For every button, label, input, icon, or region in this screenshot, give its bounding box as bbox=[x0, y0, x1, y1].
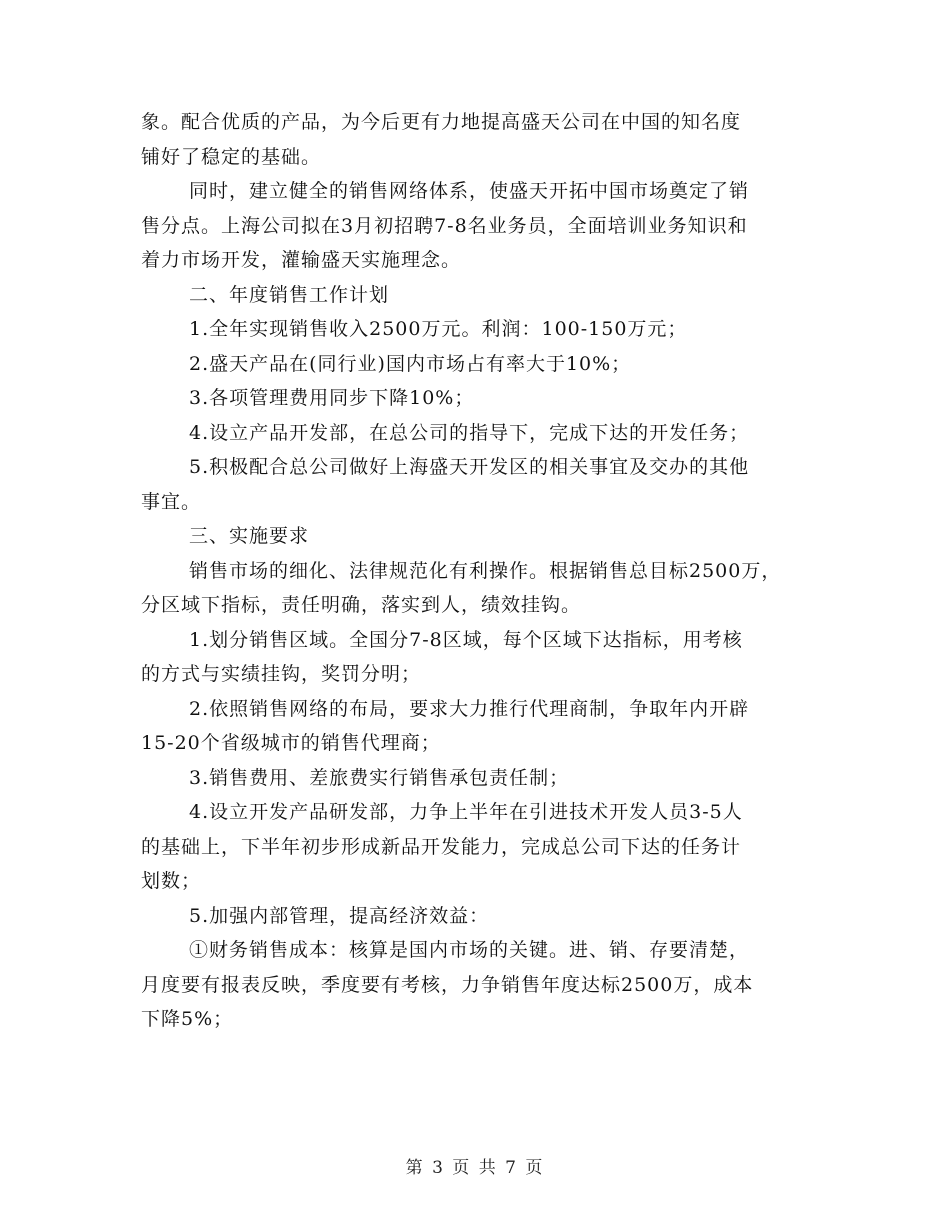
paragraph bbox=[141, 347, 821, 382]
text-line: 的基础上，下半年初步形成新品开发能力，完成总公司下达的任务计 bbox=[141, 835, 742, 858]
paragraph bbox=[141, 933, 821, 1037]
paragraph bbox=[141, 899, 821, 934]
paragraph bbox=[141, 278, 821, 313]
text-line: 4.设立产品开发部，在总公司的指导下，完成下达的开发任务； bbox=[189, 421, 750, 444]
text-line: 划数； bbox=[141, 870, 202, 892]
text-line: 5.加强内部管理，提高经济效益： bbox=[189, 904, 490, 927]
text-line: 4.设立开发产品研发部，力争上半年在引进技术开发人员3-5人 bbox=[189, 801, 743, 823]
text-line: 的方式与实绩挂钩，奖罚分明； bbox=[141, 663, 422, 685]
text-line: 5.积极配合总公司做好上海盛天开发区的相关事宜及交办的其他 bbox=[189, 456, 750, 478]
document-body bbox=[141, 105, 821, 1037]
text-line: 1.全年实现销售收入2500万元。利润：100-150万元； bbox=[189, 318, 688, 340]
text-line: ①财务销售成本：核算是国内市场的关键。进、销、存要清楚， bbox=[189, 939, 750, 961]
text-line: 事宜。 bbox=[141, 490, 202, 513]
text-line: 15-20个省级城市的销售代理商； bbox=[141, 732, 441, 754]
text-line: 2.依照销售网络的布局，要求大力推行代理商制，争取年内开辟 bbox=[189, 697, 750, 720]
text-line: 三、实施要求 bbox=[189, 525, 310, 547]
paragraph bbox=[141, 416, 821, 451]
text-line: 象。配合优质的产品，为今后更有力地提高盛天公司在中国的知名度 bbox=[141, 111, 742, 133]
paragraph bbox=[141, 795, 821, 899]
text-line: 1.划分销售区域。全国分7-8区域，每个区域下达指标，用考核 bbox=[189, 628, 743, 651]
text-line: 二、年度销售工作计划 bbox=[189, 283, 390, 306]
text-line: 同时，建立健全的销售网络体系，使盛天开拓中国市场奠定了销 bbox=[189, 180, 750, 202]
text-line: 3.各项管理费用同步下降10%； bbox=[189, 387, 475, 409]
text-line: 销售市场的细化、法律规范化有利操作。根据销售总目标2500万， bbox=[189, 559, 782, 582]
paragraph bbox=[141, 312, 821, 347]
paragraph bbox=[141, 105, 821, 174]
text-line: 售分点。上海公司拟在3月初招聘7-8名业务员，全面培训业务知识和 bbox=[141, 214, 748, 237]
paragraph bbox=[141, 623, 821, 692]
paragraph bbox=[141, 174, 821, 278]
paragraph bbox=[141, 519, 821, 554]
page-footer: 第 3 页 共 7 页 bbox=[405, 1158, 545, 1178]
text-line: 分区域下指标，责任明确，落实到人，绩效挂钩。 bbox=[141, 594, 582, 616]
text-line: 着力市场开发，灌输盛天实施理念。 bbox=[141, 249, 462, 271]
text-line: 2.盛天产品在(同行业)国内市场占有率大于10%； bbox=[189, 352, 632, 375]
paragraph bbox=[141, 381, 821, 416]
text-line: 3.销售费用、差旅费实行销售承包责任制； bbox=[189, 766, 570, 789]
paragraph bbox=[141, 554, 821, 623]
text-line: 月度要有报表反映，季度要有考核，力争销售年度达标2500万，成本 bbox=[141, 973, 754, 996]
paragraph bbox=[141, 450, 821, 519]
paragraph bbox=[141, 761, 821, 796]
text-line: 铺好了稳定的基础。 bbox=[141, 145, 322, 168]
text-line: 下降5%； bbox=[141, 1008, 234, 1030]
paragraph bbox=[141, 692, 821, 761]
